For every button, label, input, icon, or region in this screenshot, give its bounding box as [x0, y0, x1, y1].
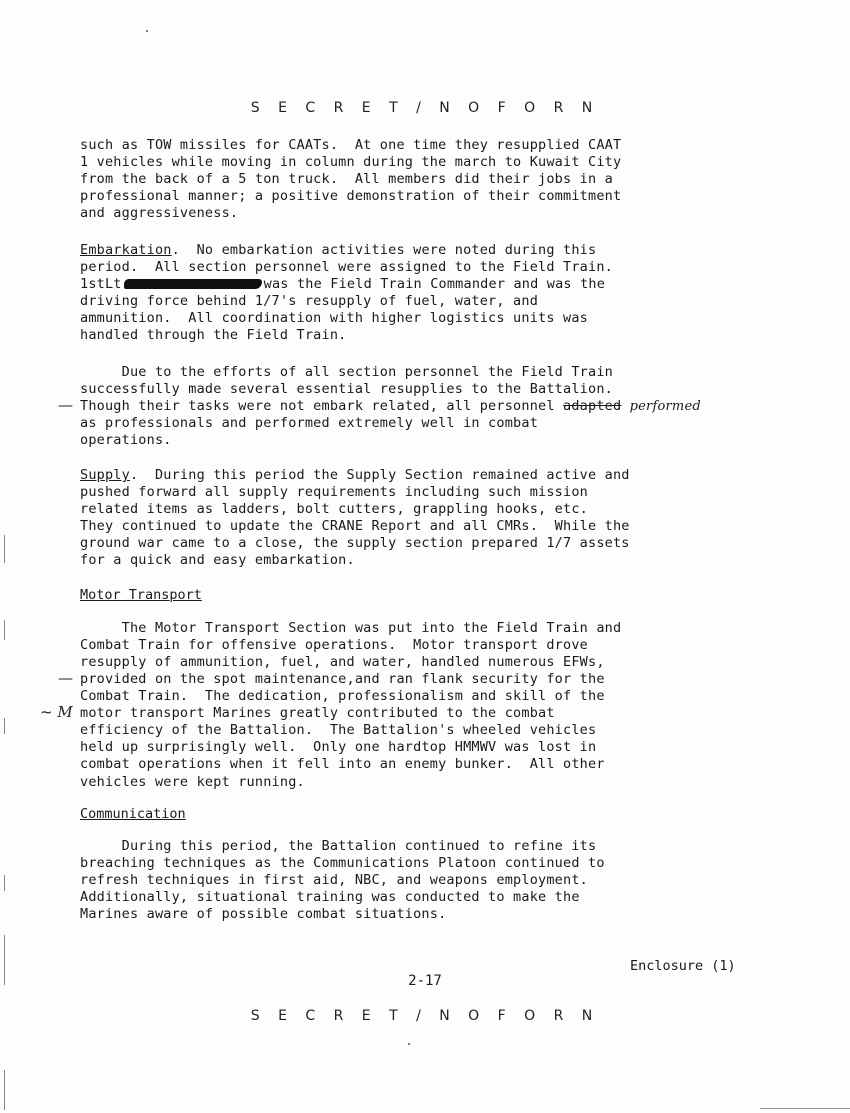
text-line: driving force behind 1/7's resupply of fuel, water, and [80, 293, 539, 309]
scan-margin-line [4, 1070, 5, 1110]
text-line: efficiency of the Battalion. The Battalion's wheeled vehicles [80, 722, 597, 738]
text-line: resupply of ammunition, fuel, and water, handled numerous EFWs, [80, 654, 605, 670]
text-line: breaching techniques as the Communications Platoon continued to [80, 855, 605, 871]
communication-heading: Communication [80, 806, 186, 822]
text-line: such as TOW missiles for CAATs. At one time they resupplied CAAT [80, 137, 622, 153]
footer-classification: S E C R E T / N O F O R N [250, 1008, 600, 1024]
scan-margin-line [4, 620, 5, 640]
scan-speck [408, 1043, 410, 1045]
text-line: related items as ladders, bolt cutters, grappling hooks, etc. [80, 501, 588, 517]
enclosure-label: Enclosure (1) [630, 958, 736, 974]
struck-word: adapted [563, 398, 622, 414]
scan-speck [146, 30, 148, 32]
embarkation-heading: Embarkation [80, 242, 172, 258]
text-line: combat operations when it fell into an enemy bunker. All other [80, 756, 605, 772]
text-line: provided on the spot maintenance,and ran flank security for the [80, 671, 605, 687]
margin-dash-mark: — [58, 669, 73, 687]
text-line: and aggressiveness. [80, 205, 239, 221]
text-line: operations. [80, 432, 172, 448]
text-line: motor transport Marines greatly contributed to the combat [80, 705, 555, 721]
supply-first-line: Supply. During this period the Supply Section remained active and [80, 467, 630, 483]
text-line: from the back of a 5 ton truck. All members did their jobs in a [80, 171, 613, 187]
margin-m-mark: ~ M [40, 703, 73, 721]
text-line: The Motor Transport Section was put into the Field Train and [80, 620, 622, 636]
scan-bottom-rule [760, 1108, 850, 1109]
text-line: During this period, the Battalion continued to refine its [80, 838, 597, 854]
text-line: period. All section personnel were assigned to the Field Train. [80, 259, 613, 275]
scan-margin-line [4, 718, 5, 734]
scan-margin-line [4, 875, 5, 891]
text-line: held up surprisingly well. Only one hardtop HMMWV was lost in [80, 739, 597, 755]
text-line: Combat Train for offensive operations. Motor transport drove [80, 637, 588, 653]
supply-heading: Supply [80, 467, 130, 483]
embarkation-line-redacted: 1stLt was the Field Train Commander and was the [80, 276, 606, 292]
text-line: handled through the Field Train. [80, 327, 347, 343]
header-classification: S E C R E T / N O F O R N [250, 100, 600, 116]
motor-transport-heading: Motor Transport [80, 587, 202, 603]
text-line: Due to the efforts of all section personnel the Field Train [80, 364, 613, 380]
text-line: Combat Train. The dedication, professionalism and skill of the [80, 688, 605, 704]
text-line: professional manner; a positive demonstration of their commitment [80, 188, 622, 204]
text-line: as professionals and performed extremely well in combat [80, 415, 539, 431]
text-line: successfully made several essential resupplies to the Battalion. [80, 381, 613, 397]
text-line: refresh techniques in first aid, NBC, and weapons employment. [80, 872, 588, 888]
page-number: 2-17 [408, 973, 442, 989]
text-line: 1 vehicles while moving in column during the march to Kuwait City [80, 154, 622, 170]
text-line: ground war came to a close, the supply section prepared 1/7 assets [80, 535, 630, 551]
text-line: pushed forward all supply requirements including such mission [80, 484, 588, 500]
margin-dash-mark: — [58, 396, 73, 414]
handwritten-correction: performed [629, 399, 701, 414]
text-line: for a quick and easy embarkation. [80, 552, 355, 568]
redaction-bar [124, 279, 262, 289]
text-line: ammunition. All coordination with higher logistics units was [80, 310, 588, 326]
text-line: Marines aware of possible combat situations. [80, 906, 447, 922]
text-line: They continued to update the CRANE Report and all CMRs. While the [80, 518, 630, 534]
scan-margin-line [4, 535, 5, 563]
text-line: vehicles were kept running. [80, 774, 305, 790]
text-line: Additionally, situational training was conducted to make the [80, 889, 580, 905]
field-train-edited-line: Though their tasks were not embark related, all personnel adapted performed [80, 398, 701, 414]
embarkation-first-line: Embarkation. No embarkation activities were noted during this [80, 242, 597, 258]
